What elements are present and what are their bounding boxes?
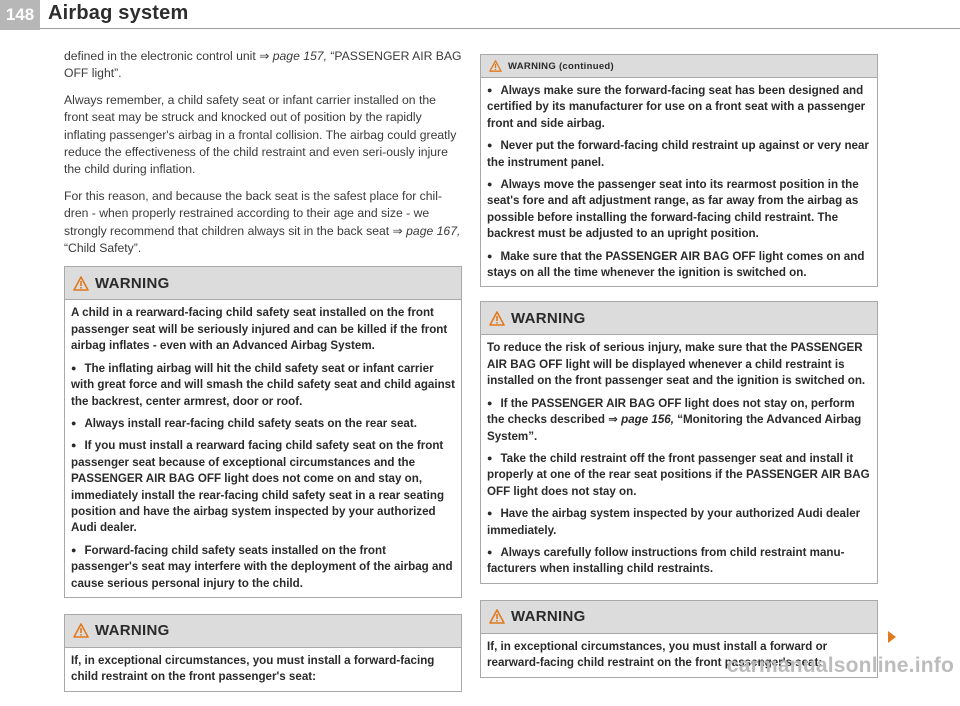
warning-bullet: ● The inflating airbag will hit the child safety seat or infant carrier with great force and will smash the child safety seat and child against the backrest, center armrest, door or roof. xyxy=(71,361,455,410)
left-column xyxy=(64,48,462,706)
warning-body xyxy=(65,300,461,597)
warning-title: WARNING xyxy=(95,622,170,640)
warning-triangle-icon xyxy=(489,311,505,326)
warning-title: WARNING (continued) xyxy=(508,60,614,72)
warning-bullet: ● Never put the forward-facing child restraint up against or very near the instrument panel. xyxy=(487,138,871,171)
warning-intro: To reduce the risk of serious injury, make sure that the PASSENGER AIR BAG OFF light will be displayed whenever a child restraint is installed on the front passenger seat and the ignition is switched on. xyxy=(487,341,866,388)
ref-arrow-icon: ⇒ xyxy=(392,223,403,238)
warning-bullet: ● Make sure that the PASSENGER AIR BAG OFF light comes on and stays on all the time whenever the ignition is switched on. xyxy=(487,249,871,282)
warning-body xyxy=(65,648,461,691)
warning-bullet: ● Always make sure the forward-facing seat has been designed and certified by its manufacturer for use on a front seat with a passenger front and side airbag. xyxy=(487,83,871,132)
right-column xyxy=(480,54,878,692)
warning-intro: A child in a rearward-facing child safety seat installed on the front passenger seat will be seriously injured and can be killed if the front airbag inflates - even with an Advanced Airbag System. xyxy=(71,306,448,353)
section-title: Airbag system xyxy=(48,2,189,24)
warning-header xyxy=(481,601,877,634)
page-reference-link[interactable]: page 167, xyxy=(406,223,461,238)
header-divider xyxy=(40,28,960,29)
warning-title: WARNING xyxy=(511,309,586,327)
warning-body xyxy=(481,335,877,582)
body-paragraph: For this reason, and because the back seat is the safest place for chil-dren - when properly restrained according to their age and size - we strongly recommend that children always sit in the back seat ⇒ page 167, “Child Safety”. xyxy=(64,188,461,256)
ref-arrow-icon: ⇒ xyxy=(259,49,270,63)
continue-arrow-icon[interactable] xyxy=(888,631,896,643)
warning-bullet: ● Always move the passenger seat into its rearmost position in the seat's fore and aft adjustment range, as far away from the airbag as possible before installing the forward-facing child restraint. The backrest must be adjusted to an upright position. xyxy=(487,177,871,243)
warning-triangle-icon xyxy=(73,276,89,291)
warning-triangle-icon xyxy=(489,609,505,624)
warning-intro: If, in exceptional circumstances, you must install a forward-facing child restraint on the front passenger's seat: xyxy=(71,653,435,684)
page-header xyxy=(0,0,960,40)
warning-bullet: ● If the PASSENGER AIR BAG OFF light does not stay on, perform the checks described ⇒ page 156, “Monitoring the Advanced Airbag System”. xyxy=(487,396,871,445)
warning-title: WARNING xyxy=(511,608,586,626)
warning-bullet: ● Take the child restraint off the front passenger seat and install it properly at one of the rear seat positions if the PASSENGER AIR BAG OFF light does not stay on. xyxy=(487,451,871,500)
body-paragraph: defined in the electronic control unit ⇒ page 157, “PASSENGER AIR BAG OFF light”. xyxy=(64,49,462,81)
warning-box xyxy=(64,614,462,692)
warning-header xyxy=(65,615,461,648)
ref-arrow-icon: ⇒ xyxy=(608,413,618,427)
body-paragraph: Always remember, a child safety seat or infant carrier installed on the front seat may be struck and knocked out of position by the rapidly inflating passenger's airbag in a frontal collision. The airbag could greatly reduce the effectiveness of the child restraint and even seri-ously injure the child during inflation. xyxy=(64,92,457,177)
warning-header xyxy=(481,302,877,335)
warning-box-continued xyxy=(480,54,878,287)
page-number: 148 xyxy=(0,0,40,30)
warning-bullet: ● Always install rear-facing child safety seats on the rear seat. xyxy=(71,416,455,432)
page-reference-link[interactable]: page 156, xyxy=(621,413,674,427)
page-reference-link[interactable]: page 157, xyxy=(272,49,327,63)
warning-box xyxy=(64,266,462,598)
warning-title: WARNING xyxy=(95,274,170,292)
warning-bullet: ● If you must install a rearward facing child safety seat on the front passenger seat because of exceptional circumstances and the PASSENGER AIR BAG OFF light does not come on and stay on, immediately install the rear-facing child safety seat in a rear seating position and have the airbag system inspected by your authorized Audi dealer. xyxy=(71,438,455,536)
warning-body xyxy=(481,78,877,286)
warning-intro: If, in exceptional circumstances, you must install a forward or rearward-facing child restraint on the front passenger's seat: xyxy=(487,639,828,670)
warning-bullet: ● Forward-facing child safety seats installed on the front passenger's seat may interfere with the deployment of the airbag and cause serious personal injury to the child. xyxy=(71,543,455,592)
warning-triangle-icon xyxy=(73,623,89,638)
warning-bullet: ● Have the airbag system inspected by your authorized Audi dealer immediately. xyxy=(487,506,871,539)
warning-bullet: ● Always carefully follow instructions from child restraint manu-facturers when installing child restraints. xyxy=(487,545,871,578)
warning-header xyxy=(481,55,877,78)
warning-triangle-icon xyxy=(489,60,502,72)
warning-box xyxy=(480,301,878,583)
watermark: carmanualsonline.info xyxy=(726,654,954,677)
warning-header xyxy=(65,267,461,300)
